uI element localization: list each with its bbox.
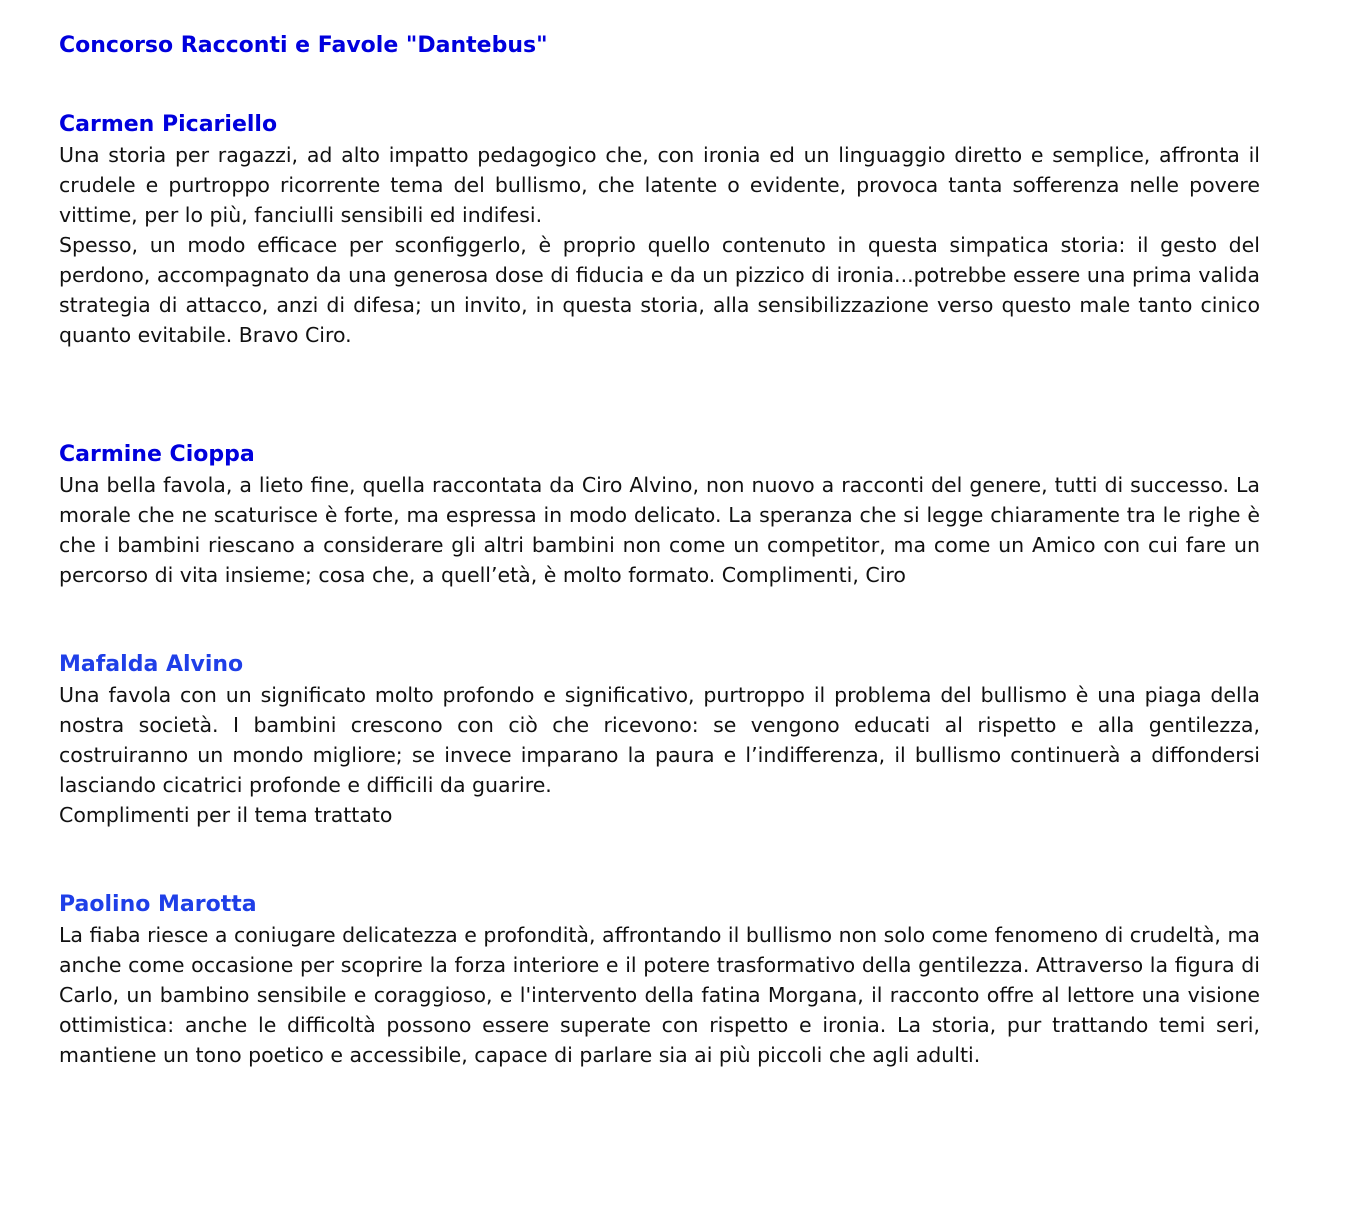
review-author: Carmen Picariello	[59, 112, 278, 137]
review-text	[59, 680, 1260, 830]
page-content	[59, 30, 1260, 1067]
review-author: Carmine Cioppa	[59, 442, 255, 467]
review-mafalda-alvino	[59, 650, 1260, 830]
review-paragraph: Una bella favola, a lieto fine, quella raccontata da Ciro Alvino, non nuovo a racconti del genere, tutti di successo. La morale che ne scaturisce è forte, ma espressa in modo delicato. La speranza che si legge chiaramente tra le righe è che i bambini riescano a considerare gli altri bambini non come un competitor, ma come un Amico con cui fare un percorso di vita insieme; cosa che, a quell’età, è molto formato. Complimenti, Ciro	[59, 473, 1260, 587]
review-author: Mafalda Alvino	[59, 652, 244, 677]
review-paragraph: Complimenti per il tema trattato	[59, 803, 393, 827]
review-text	[59, 920, 1260, 1070]
review-text	[59, 140, 1260, 350]
review-paolino-marotta	[59, 890, 1260, 1070]
page-title: Concorso Racconti e Favole "Dantebus"	[59, 33, 548, 58]
review-paragraph: Spesso, un modo efficace per sconfiggerlo, è proprio quello contenuto in questa simpatica storia: il gesto del perdono, accompagnato da una generosa dose di fiducia e da un pizzico di ironia...potrebbe essere una prima valida strategia di attacco, anzi di difesa; un invito, in questa storia, alla sensibilizzazione verso questo male tanto cinico quanto evitabile. Bravo Ciro.	[59, 233, 1260, 347]
review-paragraph: La fiaba riesce a coniugare delicatezza e profondità, affrontando il bullismo non solo come fenomeno di crudeltà, ma anche come occasione per scoprire la forza interiore e il potere trasformativo della gentilezza. Attraverso la figura di Carlo, un bambino sensibile e coraggioso, e l'intervento della fatina Morgana, il racconto offre al lettore una visione ottimistica: anche le difficoltà possono essere superate con rispetto e ironia. La storia, pur trattando temi seri, mantiene un tono poetico e accessibile, capace di parlare sia ai più piccoli che agli adulti.	[59, 923, 1260, 1067]
review-carmine-cioppa	[59, 440, 1260, 590]
review-paragraph: Una storia per ragazzi, ad alto impatto pedagogico che, con ironia ed un linguaggio diretto e semplice, affronta il crudele e purtroppo ricorrente tema del bullismo, che latente o evidente, provoca tanta sofferenza nelle povere vittime, per lo più, fanciulli sensibili ed indifesi.	[59, 143, 1260, 227]
review-text	[59, 470, 1260, 590]
review-author: Paolino Marotta	[59, 892, 257, 917]
review-carmen-picariello	[59, 110, 1260, 350]
review-paragraph: Una favola con un significato molto profondo e significativo, purtroppo il problema del bullismo è una piaga della nostra società. I bambini crescono con ciò che ricevono: se vengono educati al rispetto e alla gentilezza, costruiranno un mondo migliore; se invece imparano la paura e l’indifferenza, il bullismo continuerà a diffondersi lasciando cicatrici profonde e difficili da guarire.	[59, 683, 1260, 797]
